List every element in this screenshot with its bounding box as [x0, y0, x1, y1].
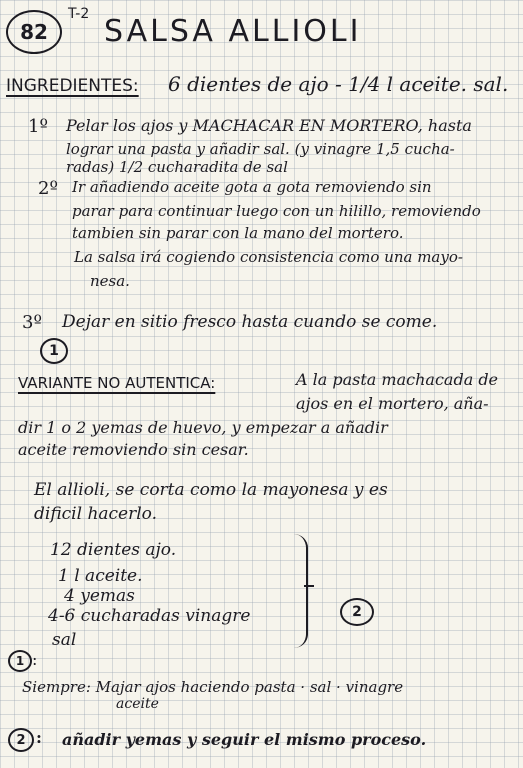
step-1-line-1: Pelar los ajos y MACHACAR EN MORTERO, hasta	[66, 116, 472, 135]
variant-line-3: dir 1 o 2 yemas de huevo, y empezar a añadir	[18, 418, 388, 437]
variant-line-4: aceite removiendo sin cesar.	[18, 440, 249, 459]
footnote-1-colon: :	[32, 650, 38, 669]
step-1-number: 1º	[28, 116, 48, 137]
footnote-1-marker-label: 1	[15, 654, 25, 668]
variant-line-1: A la pasta machacada de	[296, 370, 499, 389]
step-1-line-3: radas) 1/2 cucharadita de sal	[66, 158, 288, 176]
quantities-brace-tip	[304, 585, 314, 587]
quantity-item: 4-6 cucharadas vinagre	[48, 606, 251, 626]
footnote-1-line-1: Siempre: Majar ajos haciendo pasta · sal · vinagre	[22, 678, 404, 696]
marker-1-circle	[40, 338, 68, 364]
quantities-brace	[292, 534, 308, 648]
marker-2-circle	[340, 598, 374, 626]
recipe-number-badge	[6, 10, 62, 54]
step-3-line-1: Dejar en sitio fresco hasta cuando se come.	[62, 312, 438, 332]
quantity-item: 4 yemas	[64, 586, 135, 606]
step-2-line-2: parar para continuar luego con un hilillo, removiendo	[72, 202, 481, 220]
quantity-item: sal	[52, 630, 77, 650]
step-1-line-2: lograr una pasta y añadir sal. (y vinagre 1,5 cucha-	[66, 140, 455, 158]
footnote-2-marker-label: 2	[16, 732, 26, 748]
variant-label: VARIANTE NO AUTENTICA:	[18, 374, 216, 392]
footnote-2-colon: :	[36, 728, 42, 747]
step-2-line-3: tambien sin parar con la mano del mortero.	[72, 224, 404, 242]
step-2-line-4: La salsa irá cogiendo consistencia como una mayo-	[74, 248, 463, 266]
page-title: SALSA ALLIOLI	[104, 14, 362, 49]
ingredients-label: INGREDIENTES:	[6, 76, 139, 96]
marker-1-label: 1	[49, 343, 59, 359]
ingredients-list: 6 dientes de ajo - 1/4 l aceite. sal.	[168, 72, 509, 96]
footnote-1-marker	[8, 650, 32, 672]
footnote-2-text: añadir yemas y seguir el mismo proceso.	[62, 730, 427, 749]
step-3-number: 3º	[22, 312, 42, 333]
step-2-line-1: Ir añadiendo aceite gota a gota removiendo sin	[72, 178, 432, 196]
note-line-1: El allioli, se corta como la mayonesa y es	[34, 480, 388, 500]
variant-line-2: ajos en el mortero, aña-	[296, 394, 489, 413]
quantity-item: 1 l aceite.	[58, 566, 143, 586]
step-2-line-5: nesa.	[90, 272, 130, 290]
recipe-code: T-2	[68, 6, 90, 22]
note-line-2: dificil hacerlo.	[34, 504, 158, 524]
marker-2-label: 2	[352, 604, 362, 620]
footnote-1-line-2: aceite	[116, 696, 159, 712]
quantity-item: 12 dientes ajo.	[50, 540, 177, 560]
recipe-number: 82	[20, 20, 48, 44]
step-2-number: 2º	[38, 178, 58, 199]
footnote-2-marker	[8, 728, 34, 752]
